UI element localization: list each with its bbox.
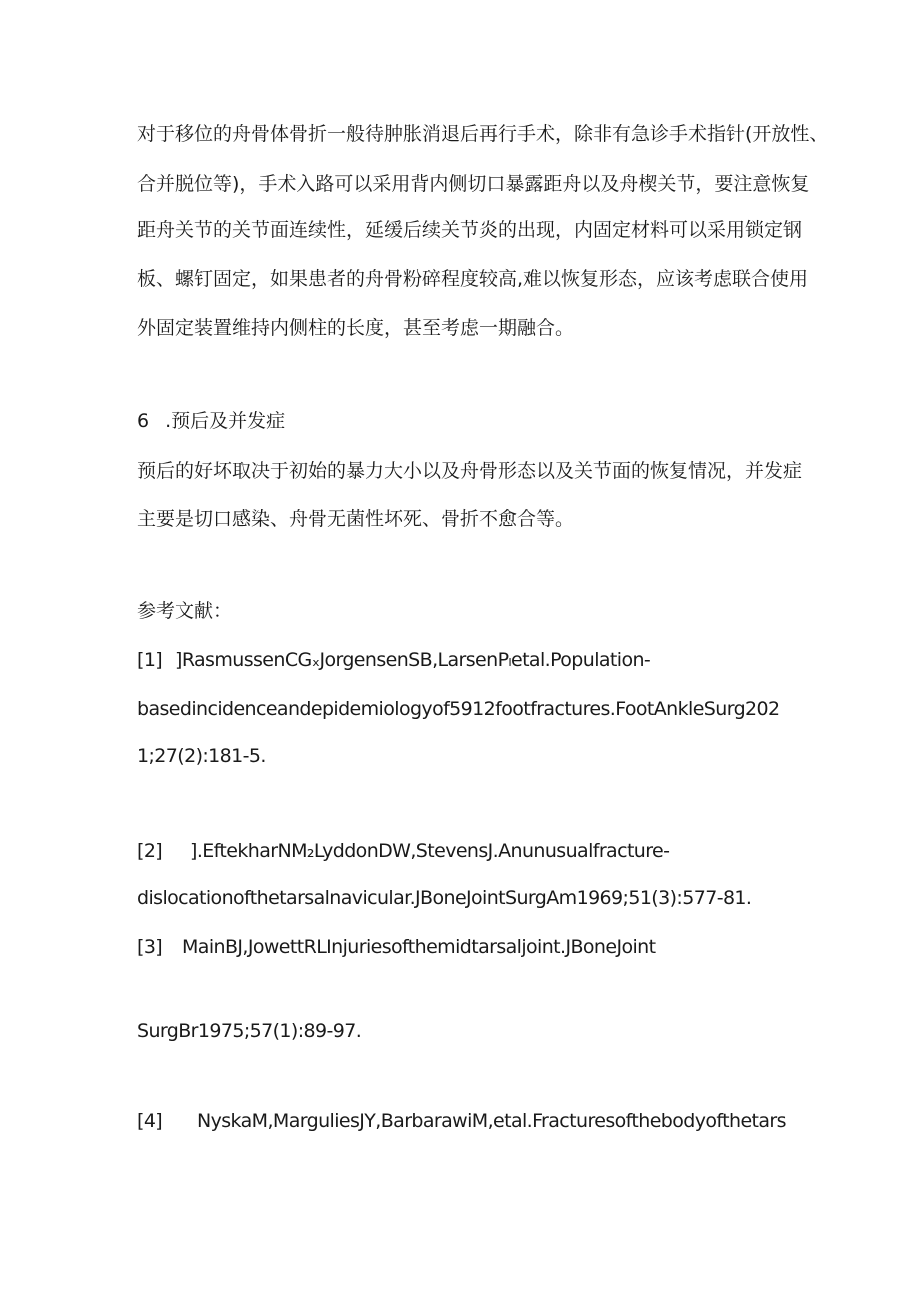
reference-text: ].EftekharNM₂LyddonDW,StevensJ.Anunusualfracture-	[190, 840, 670, 862]
reference-number: [4]	[137, 1110, 163, 1132]
reference-first-line	[137, 648, 650, 672]
reference-text: ]RasmussenCGₓJorgensenSB,LarsenPₗetal.Population-	[175, 649, 651, 671]
paragraph-line: 合并脱位等)，手术入路可以采用背内侧切口暴露距舟以及舟楔关节，要注意恢复	[137, 173, 810, 195]
reference-text: MainBJ,JowettRLInjuriesofthemidtarsaljoint.JBoneJoint	[182, 936, 656, 958]
section-heading	[137, 409, 285, 433]
section-title: .预后及并发症	[165, 410, 286, 432]
reference-continuation: dislocationofthetarsalnavicular.JBoneJointSurgAm1969;51(3):577-81.	[137, 887, 752, 909]
paragraph-line: 对于移位的舟骨体骨折一般待肿胀消退后再行手术，除非有急诊手术指针(开放性、	[137, 123, 829, 145]
reference-number: [3]	[137, 936, 163, 958]
reference-first-line	[137, 1109, 786, 1133]
paragraph-line: 外固定装置维持内侧柱的长度，甚至考虑一期融合。	[137, 317, 575, 339]
reference-text: NyskaM,MarguliesJY,BarbarawiM,etal.Fracturesofthebodyofthetars	[197, 1110, 786, 1132]
reference-continuation: SurgBr1975;57(1):89-97.	[137, 1020, 362, 1042]
reference-first-line	[137, 935, 655, 959]
paragraph-line: 主要是切口感染、舟骨无菌性坏死、骨折不愈合等。	[137, 508, 575, 530]
section-number: 6	[137, 410, 150, 432]
reference-number: [1]	[137, 649, 163, 671]
references-heading: 参考文献：	[137, 600, 233, 622]
paragraph-line: 预后的好坏取决于初始的暴力大小以及舟骨形态以及关节面的恢复情况，并发症	[137, 460, 803, 482]
reference-first-line	[137, 839, 669, 863]
paragraph-line: 距舟关节的关节面连续性，延缓后续关节炎的出现，内固定材料可以采用锁定钢	[137, 219, 803, 241]
reference-continuation: 1;27(2):181-5.	[137, 745, 266, 767]
reference-number: [2]	[137, 840, 163, 862]
paragraph-line: 板、螺钉固定，如果患者的舟骨粉碎程度较高,难以恢复形态，应该考虑联合使用	[137, 268, 809, 290]
reference-continuation: basedincidenceandepidemiologyof5912footfractures.FootAnkleSurg202	[137, 698, 780, 720]
